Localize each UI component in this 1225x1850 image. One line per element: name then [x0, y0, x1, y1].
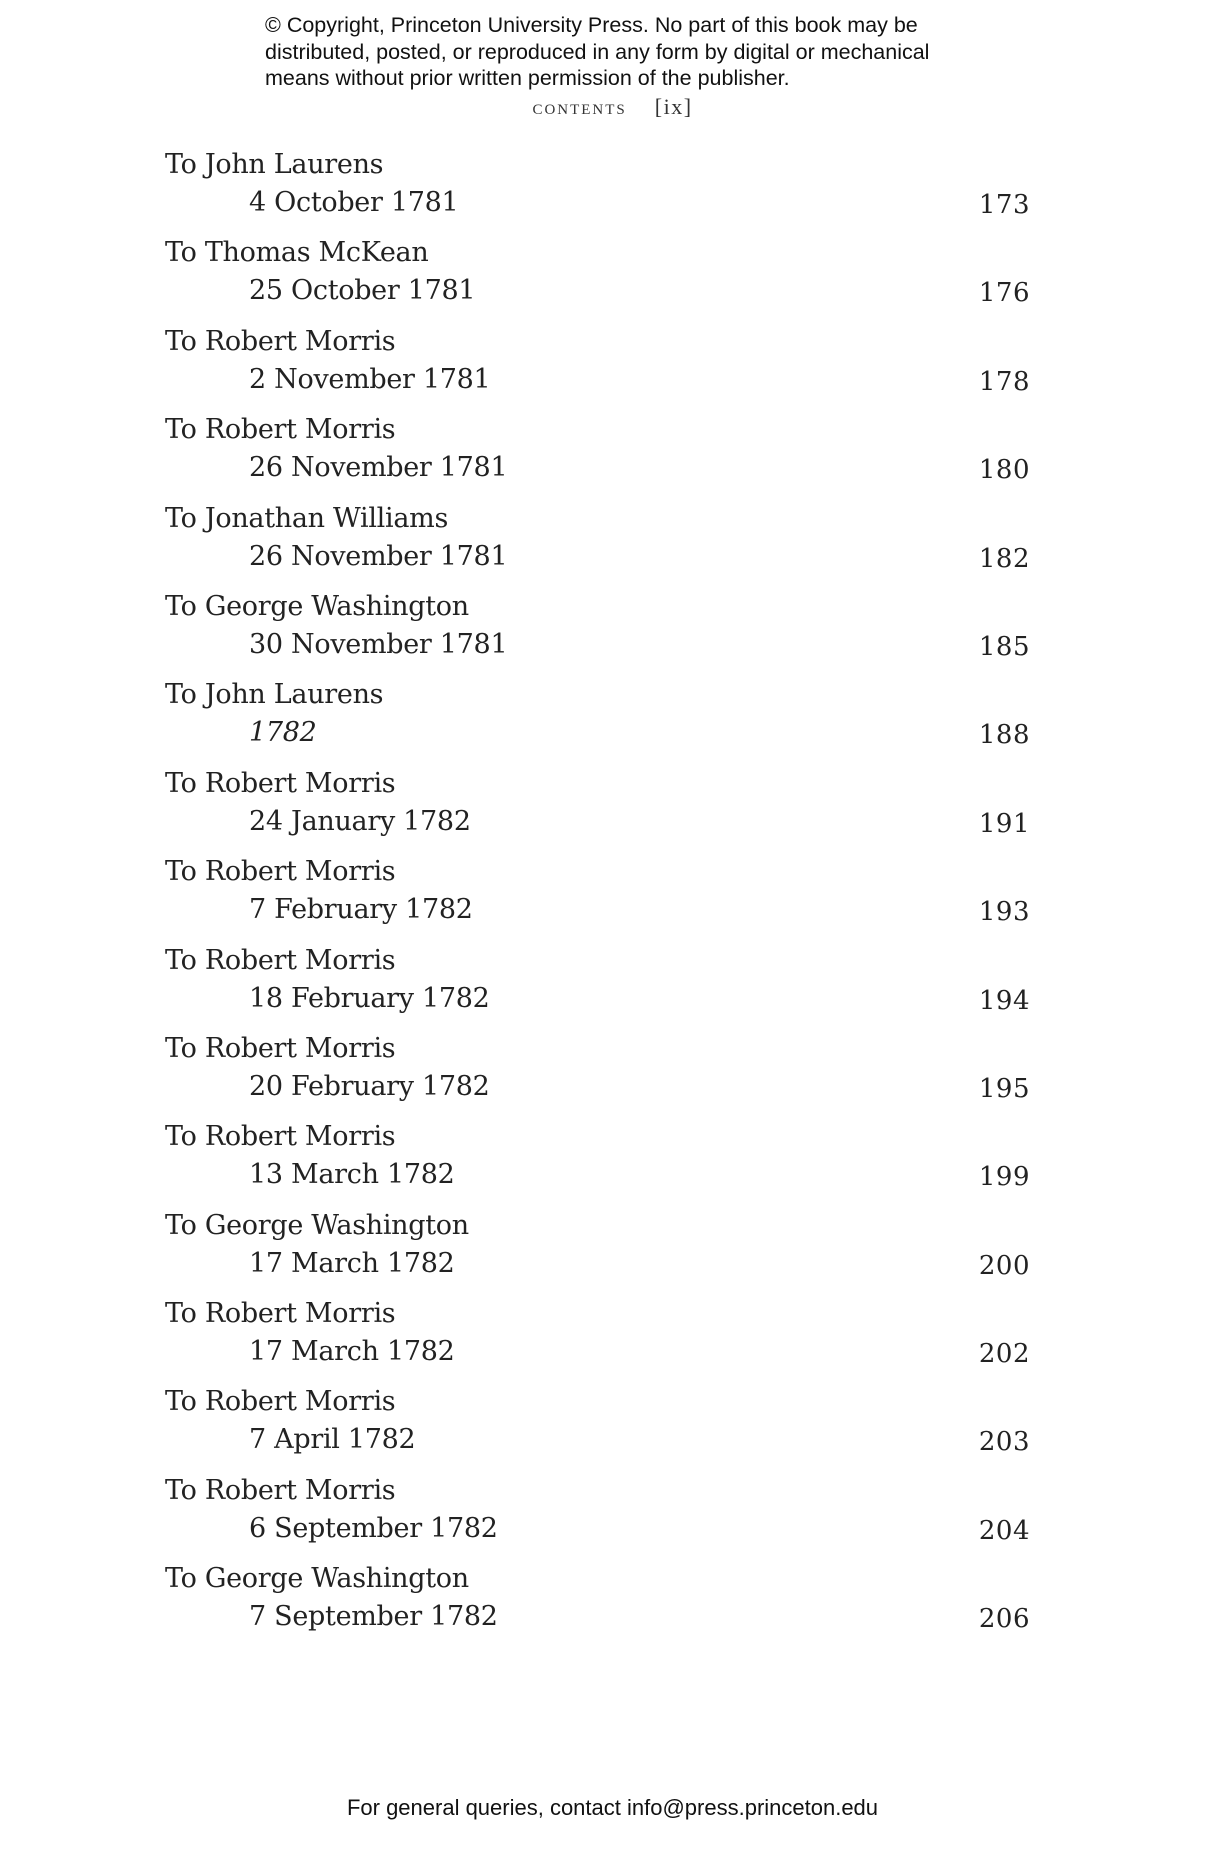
- toc-entry-date: 7 September 1782: [249, 1601, 498, 1633]
- toc-entry: [165, 502, 1030, 590]
- toc-entry-date: 24 January 1782: [249, 805, 471, 837]
- toc-entry: [165, 148, 1030, 236]
- toc-entry-recipient: To Robert Morris: [165, 1298, 396, 1330]
- toc-entry-page-number: 191: [978, 808, 1030, 839]
- toc-entry-page-number: 202: [978, 1339, 1030, 1370]
- toc-entry: [165, 855, 1030, 943]
- toc-entry-date: 18 February 1782: [249, 982, 490, 1014]
- toc-entry-date: 2 November 1781: [249, 363, 491, 395]
- toc-entry-date: 6 September 1782: [249, 1512, 498, 1544]
- toc-entry-recipient: To Robert Morris: [165, 767, 396, 799]
- toc-entry-recipient: To Robert Morris: [165, 325, 396, 357]
- toc-entry: [165, 1120, 1030, 1208]
- toc-entry-page-number: 188: [978, 720, 1030, 751]
- toc-entry-recipient: To John Laurens: [165, 679, 384, 711]
- toc-entry: [165, 236, 1030, 324]
- toc-entry-recipient: To George Washington: [165, 1209, 469, 1241]
- toc-entry-date: 30 November 1781: [249, 628, 508, 660]
- toc-entry-date: 26 November 1781: [249, 452, 508, 484]
- toc-entry-recipient: To John Laurens: [165, 149, 384, 180]
- copyright-notice: © Copyright, Princeton University Press. No part of this book may be distributed, posted, or reproduced in any form by digital or mechanical means without prior written permission of the publisher.: [265, 13, 930, 90]
- running-head: [0, 94, 1225, 120]
- toc-entry: [165, 678, 1030, 766]
- toc-entry-page-number: 206: [978, 1604, 1030, 1635]
- toc-entry-page-number: 203: [978, 1427, 1030, 1458]
- toc-entry-page-number: 204: [978, 1515, 1030, 1546]
- toc-entry-recipient: To Robert Morris: [165, 944, 396, 976]
- toc-entry: [165, 944, 1030, 1032]
- toc-entry-date: 25 October 1781: [249, 275, 476, 307]
- toc-entry-recipient: To Robert Morris: [165, 856, 396, 888]
- toc-entry-recipient: To Jonathan Williams: [165, 502, 448, 534]
- toc-entry-page-number: 180: [978, 455, 1030, 486]
- toc-entry-page-number: 185: [978, 631, 1030, 662]
- contents-list: [165, 148, 1030, 1651]
- toc-entry-page-number: 195: [978, 1073, 1030, 1104]
- toc-entry-page-number: 200: [978, 1250, 1030, 1281]
- running-head-page-number: [ix]: [654, 94, 693, 119]
- toc-entry-page-number: 194: [978, 985, 1030, 1016]
- toc-entry-recipient: To Robert Morris: [165, 1474, 396, 1506]
- toc-entry-date: 20 February 1782: [249, 1070, 490, 1102]
- toc-entry-date: 7 April 1782: [249, 1424, 416, 1456]
- toc-entry-date: 17 March 1782: [249, 1336, 455, 1368]
- toc-entry: [165, 413, 1030, 501]
- toc-entry-date: 7 February 1782: [249, 894, 473, 926]
- toc-entry-date: 17 March 1782: [249, 1247, 455, 1279]
- toc-entry-recipient: To Robert Morris: [165, 414, 396, 446]
- toc-entry: [165, 1032, 1030, 1120]
- toc-entry-recipient: To George Washington: [165, 590, 469, 622]
- toc-entry-recipient: To Robert Morris: [165, 1121, 396, 1153]
- toc-entry-page-number: 173: [978, 190, 1030, 220]
- toc-entry-recipient: To Thomas McKean: [165, 237, 429, 269]
- toc-entry-page-number: 176: [978, 278, 1030, 309]
- toc-entry: [165, 767, 1030, 855]
- toc-entry-page-number: 182: [978, 543, 1030, 574]
- toc-entry: [165, 1297, 1030, 1385]
- toc-entry-recipient: To George Washington: [165, 1563, 469, 1595]
- toc-entry-page-number: 178: [978, 366, 1030, 397]
- toc-entry: [165, 590, 1030, 678]
- footer-contact: For general queries, contact info@press.princeton.edu: [346, 1795, 879, 1820]
- toc-entry: [165, 1209, 1030, 1297]
- toc-entry-page-number: 199: [978, 1162, 1030, 1193]
- toc-entry: [165, 325, 1030, 413]
- toc-entry-recipient: To Robert Morris: [165, 1386, 396, 1418]
- toc-entry-recipient: To Robert Morris: [165, 1032, 396, 1064]
- toc-entry-date: 4 October 1781: [249, 187, 459, 218]
- toc-entry-page-number: 193: [978, 897, 1030, 928]
- running-head-label: contents: [532, 94, 627, 119]
- toc-entry: [165, 1474, 1030, 1562]
- toc-entry: [165, 1562, 1030, 1650]
- toc-entry-date: 13 March 1782: [249, 1159, 455, 1191]
- toc-entry-date: 26 November 1781: [249, 540, 508, 572]
- toc-entry-date: 1782: [249, 717, 317, 749]
- toc-entry: [165, 1385, 1030, 1473]
